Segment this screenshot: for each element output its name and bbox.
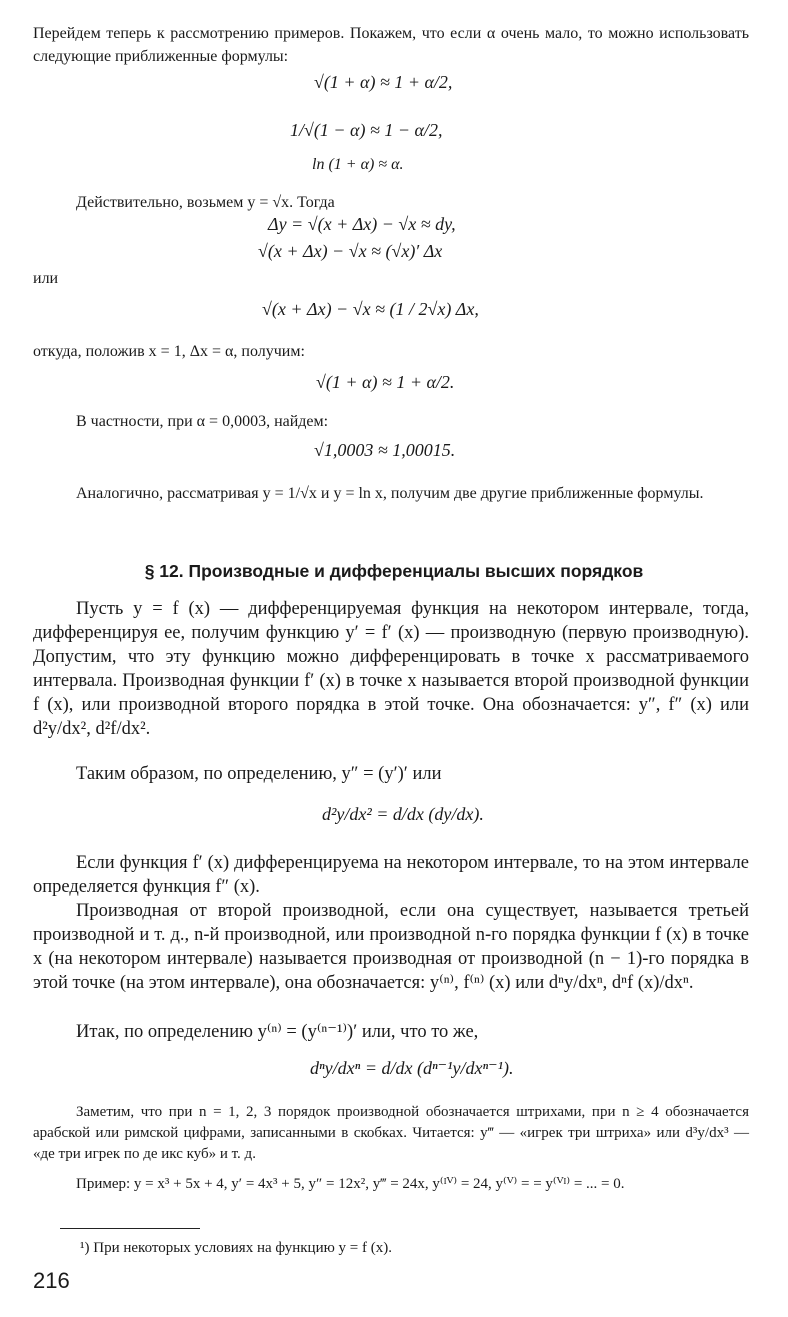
footnote: ¹) При некоторых условиях на функцию y = f (x). [80, 1240, 393, 1256]
paragraph-indeed: Действительно, возьмем y = √x. Тогда [76, 194, 335, 211]
formula-inverse-sqrt-approx: 1/√(1 − α) ≈ 1 − α/2, [290, 120, 443, 140]
formula-sqrt-approx: √(1 + α) ≈ 1 + α/2, [314, 72, 453, 92]
formula-nth-derivative: dⁿy/dxⁿ = d/dx (dⁿ⁻¹y/dxⁿ⁻¹). [310, 1058, 514, 1078]
intro-paragraph: Перейдем теперь к рассмотрению примеров. Покажем, что если α очень мало, то можно использовать следующие приближенные формулы: [33, 25, 749, 65]
formula-increment-explicit: √(x + Δx) − √x ≈ (1 / 2√x) Δx, [262, 299, 479, 319]
paragraph-if-differentiable: Если функция f′ (x) дифференцируема на некотором интервале, то на этом интервале определяется функция f″ (x). [33, 853, 749, 897]
section-heading: § 12. Производные и дифференциалы высших порядков [144, 561, 644, 581]
paragraph-example: Пример: y = x³ + 5x + 4, y′ = 4x³ + 5, y″ = 12x², y‴ = 24x, y⁽ᴵⱽ⁾ = 24, y⁽ⱽ⁾ = = y⁽ⱽᴵ⁾ = ... = 0. [76, 1176, 625, 1192]
word-or: или [33, 270, 59, 287]
footnote-rule [60, 1228, 200, 1229]
paragraph-in-particular: В частности, при α = 0,0003, найдем: [76, 413, 329, 430]
page-number: 216 [33, 1268, 70, 1293]
paragraph-so-by-definition: Итак, по определению y⁽ⁿ⁾ = (y⁽ⁿ⁻¹⁾)′ или, что то же, [76, 1022, 479, 1042]
paragraph-thus: Таким образом, по определению, y″ = (y′)′ или [76, 764, 442, 784]
paragraph-similarly: Аналогично, рассматривая y = 1/√x и y = ln x, получим две другие приближенные формулы. [76, 485, 704, 502]
formula-ln-approx: ln (1 + α) ≈ α. [312, 156, 404, 173]
formula-delta-y: Δy = √(x + Δx) − √x ≈ dy, [268, 214, 456, 234]
formula-result: √(1 + α) ≈ 1 + α/2. [316, 372, 455, 392]
paragraph-higher-derivatives: Производная от второй производной, если она существует, называется третьей производной и т. д., n-й производной, или производной n-го порядка функции f (x) в точке x (на некотором интервале) называется производная от производной (n − 1)-го порядка в этой точке (на этом интервале), она обозначается: y⁽ⁿ⁾, f⁽ⁿ⁾ (x) или dⁿy/dxⁿ, dⁿf (x)/dxⁿ. [33, 901, 749, 993]
paragraph-notation-note: Заметим, что при n = 1, 2, 3 порядок производной обозначается штрихами, при n ≥ 4 обозначается арабской или римской цифрами, записанными в скобках. Читается: y‴ — «игрек три штриха» или d³y/dx³ — «де три игрек по де икс куб» и т. д. [33, 1104, 749, 1162]
formula-second-derivative: d²y/dx² = d/dx (dy/dx). [322, 804, 484, 824]
formula-numeric: √1,0003 ≈ 1,00015. [314, 440, 456, 460]
paragraph-whence: откуда, положив x = 1, Δx = α, получим: [33, 343, 305, 360]
formula-increment-derivative: √(x + Δx) − √x ≈ (√x)′ Δx [258, 241, 443, 261]
paragraph-definition-second: Пусть y = f (x) — дифференцируемая функция на некотором интервале, тогда, дифференцируя ее, получим функцию y′ = f′ (x) — производную (первую производную). Допустим, что эту функцию можно дифференцировать в точке x рассматриваемого интервала. Производная функции f′ (x) в точке x называется второй производной функции f (x), или производной второго порядка в этой точке. Она обозначается: y″, f″ (x) или d²y/dx², d²f/dx². [33, 599, 749, 739]
